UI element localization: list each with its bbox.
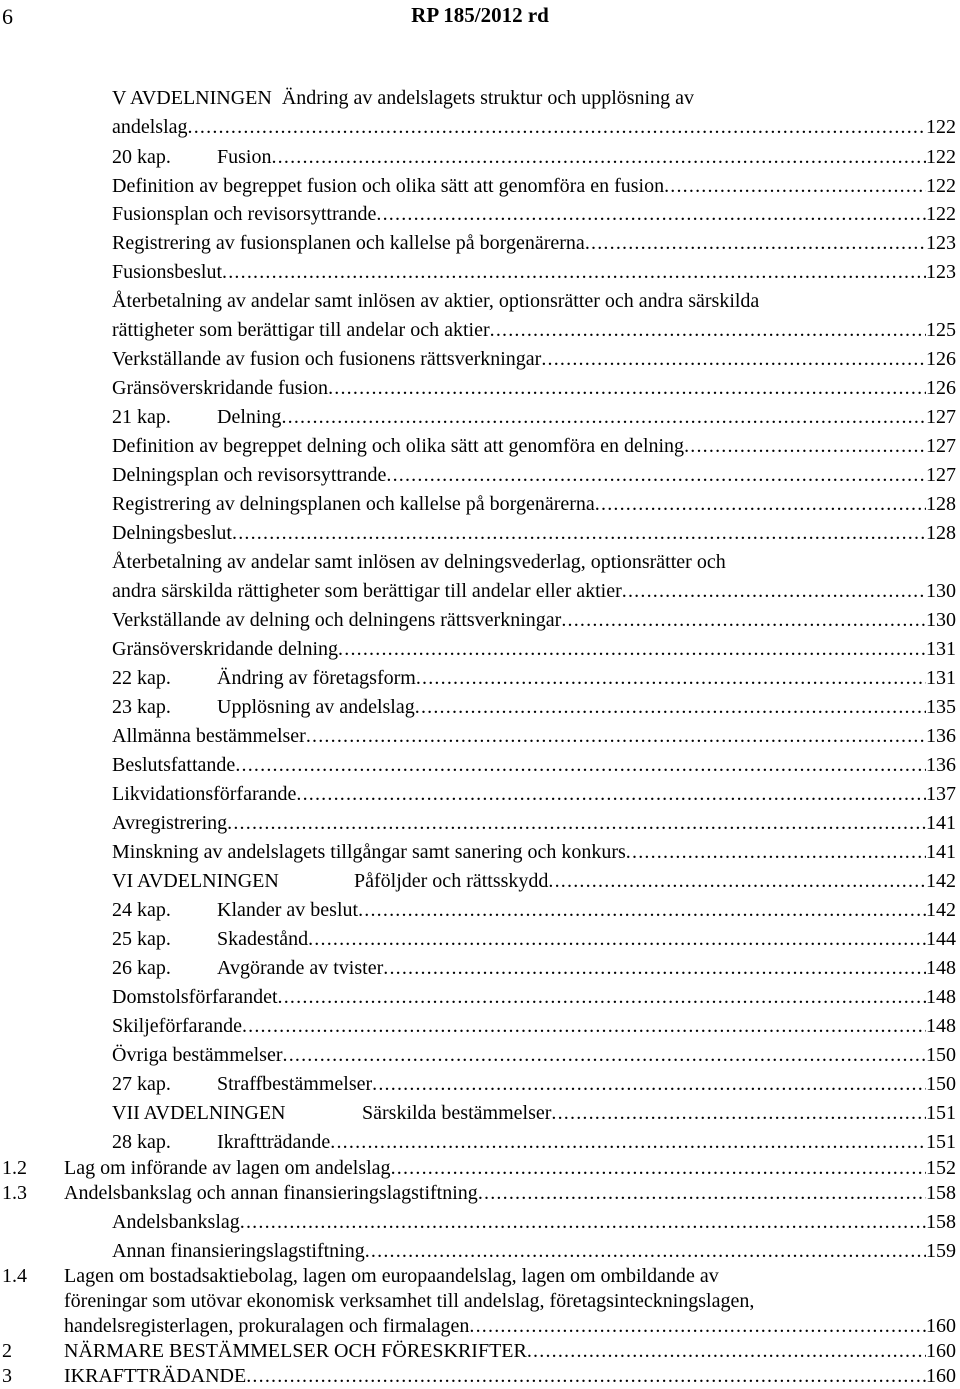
dot-leader [338, 635, 926, 664]
page-reference: 122 [926, 175, 956, 197]
toc-entry-title [112, 664, 416, 693]
page-reference: 148 [926, 1015, 956, 1037]
toc-line-text: Delningsbeslut [112, 522, 232, 544]
chapter-label: 21 kap. [112, 406, 171, 428]
dot-leader [283, 1041, 927, 1070]
toc-line-text: Återbetalning av andelar samt inlösen av aktier, optionsrätter och andra särskilda [112, 290, 760, 312]
toc-entry-title [112, 1208, 240, 1237]
page-reference: 136 [926, 725, 956, 747]
dot-leader [308, 925, 926, 954]
page-reference: 142 [926, 899, 956, 921]
toc-entry-title [112, 577, 622, 606]
toc-line-text: Beslutsfattande [112, 754, 236, 776]
section-number: 1.4 [2, 1265, 27, 1287]
chapter-title: Ikraftträdande [217, 1131, 331, 1153]
toc-entry-title [112, 751, 235, 780]
dot-leader [383, 954, 926, 983]
chapter-title: Avgörande av tvister [217, 957, 384, 979]
dot-leader [227, 809, 926, 838]
toc-entry-title [112, 1041, 283, 1070]
dot-leader [386, 461, 926, 490]
chapter-title: Fusion [217, 146, 272, 168]
page-reference: 130 [926, 580, 956, 602]
toc-entry-title [112, 1012, 242, 1041]
dot-leader [626, 838, 926, 867]
dot-leader [548, 867, 926, 896]
dot-leader [358, 896, 926, 925]
toc-line-text: Verkställande av delning och delningens rättsverkningar [112, 609, 562, 631]
toc-entry-title [64, 1339, 527, 1364]
toc-line-text: Lagen om bostadsaktiebolag, lagen om europaandelslag, lagen om ombildande av [64, 1265, 719, 1287]
toc-entry-title [112, 490, 595, 519]
toc-entry-title [112, 87, 694, 109]
dot-leader [330, 1128, 926, 1157]
chapter-title: Straffbestämmelser [217, 1073, 373, 1095]
toc-entry-title [112, 635, 338, 664]
dot-leader [664, 172, 926, 201]
toc-entry-title [112, 809, 227, 838]
toc-line-text: andra särskilda rättigheter som berättigar till andelar eller aktier [112, 580, 622, 602]
dot-leader [541, 345, 926, 374]
toc-entry-title [112, 316, 490, 345]
toc-entry-title [112, 200, 376, 229]
toc-line-text: Gränsöverskridande delning [112, 638, 339, 660]
toc-entry-title [112, 172, 664, 201]
toc-entry-title [64, 1156, 391, 1181]
dot-leader [271, 143, 926, 172]
dot-leader [222, 258, 926, 287]
toc-entry-title [112, 983, 278, 1012]
section-number: 3 [2, 1365, 12, 1387]
page-reference: 158 [926, 1211, 956, 1233]
page-reference: 127 [926, 406, 956, 428]
page-reference: 158 [926, 1182, 956, 1204]
toc-line-text: Verkställande av fusion och fusionens rättsverkningar [112, 348, 542, 370]
toc-line-text: andelslag [112, 116, 188, 138]
dot-leader [365, 1237, 926, 1266]
dot-leader [415, 693, 926, 722]
toc-line-text: handelsregisterlagen, prokuralagen och firmalagen [64, 1315, 470, 1337]
toc-line-text: Allmänna bestämmelser [112, 725, 306, 747]
chapter-title: Upplösning av andelslag [217, 696, 415, 718]
toc-entry-title [64, 1364, 246, 1389]
toc-line-text: Andelsbankslag [112, 1211, 240, 1233]
page-reference: 152 [926, 1157, 956, 1179]
chapter-title: Klander av beslut [217, 899, 359, 921]
section-number: 2 [2, 1340, 12, 1362]
page-reference: 131 [926, 638, 956, 660]
chapter-title: Delning [217, 406, 282, 428]
page-reference: 160 [926, 1340, 956, 1362]
toc-entry-title [112, 229, 585, 258]
toc-line-text: Registrering av fusionsplanen och kallelse på borgenärerna [112, 232, 585, 254]
section-number: 1.3 [2, 1182, 27, 1204]
page-reference: 123 [926, 261, 956, 283]
toc-line-text: Skiljeförfarande [112, 1015, 242, 1037]
toc-entry-title [112, 519, 232, 548]
dot-leader [416, 664, 926, 693]
toc-line-text: Definition av begreppet fusion och olika sätt att genomföra en fusion [112, 175, 665, 197]
page-reference: 142 [926, 870, 956, 892]
dot-leader [595, 490, 926, 519]
part-label: VII AVDELNINGEN [112, 1102, 286, 1124]
chapter-label: 27 kap. [112, 1073, 171, 1095]
page-reference: 130 [926, 609, 956, 631]
page-reference: 144 [926, 928, 956, 950]
toc-entry-title [64, 1181, 478, 1206]
toc-line-text: Likvidationsförfarande [112, 783, 297, 805]
chapter-label: 28 kap. [112, 1131, 171, 1153]
toc-entry-title [112, 954, 383, 983]
page-reference: 131 [926, 667, 956, 689]
page-reference: 136 [926, 754, 956, 776]
chapter-label: 20 kap. [112, 146, 171, 168]
page-reference: 141 [926, 841, 956, 863]
page-reference: 125 [926, 319, 956, 341]
toc-entry-title [112, 290, 759, 312]
toc-entry-title [112, 551, 726, 573]
toc-line-text: V AVDELNINGEN Ändring av andelslagets struktur och upplösning av [112, 87, 694, 109]
toc-line-text: Delningsplan och revisorsyttrande [112, 464, 387, 486]
dot-leader [235, 751, 926, 780]
toc-entry-title [112, 403, 281, 432]
page-reference: 123 [926, 232, 956, 254]
part-title: Påföljder och rättsskydd [354, 870, 549, 892]
page-reference: 151 [926, 1131, 956, 1153]
chapter-label: 24 kap. [112, 899, 171, 921]
page-reference: 151 [926, 1102, 956, 1124]
page-reference: 127 [926, 464, 956, 486]
dot-leader [328, 374, 926, 403]
toc-line-text: Domstolsförfarandet [112, 986, 278, 1008]
chapter-title: Skadestånd [217, 928, 309, 950]
page-reference: 150 [926, 1073, 956, 1095]
toc-entry-title [112, 374, 328, 403]
page-reference: 141 [926, 812, 956, 834]
toc-entry-title [112, 113, 188, 142]
toc-entry-title [112, 867, 548, 896]
dot-leader [232, 519, 926, 548]
dot-leader [372, 1070, 926, 1099]
toc-entry-title [112, 1099, 551, 1128]
section-number: 1.2 [2, 1157, 27, 1179]
page-reference: 148 [926, 957, 956, 979]
dot-leader [240, 1208, 926, 1237]
dot-leader [306, 722, 926, 751]
toc-line-text: IKRAFTTRÄDANDE [64, 1365, 247, 1387]
page-reference: 150 [926, 1044, 956, 1066]
page-reference: 128 [926, 493, 956, 515]
toc-entry-title [112, 606, 561, 635]
page-reference: 126 [926, 377, 956, 399]
toc-line-text: Avregistrering [112, 812, 228, 834]
toc-line-text: Återbetalning av andelar samt inlösen av delningsvederlag, optionsrätter och [112, 551, 726, 573]
toc-entry-title [112, 780, 296, 809]
toc-entry-title [112, 345, 541, 374]
page-reference: 122 [926, 146, 956, 168]
page-reference: 159 [926, 1240, 956, 1262]
page-reference: 135 [926, 696, 956, 718]
dot-leader [242, 1012, 926, 1041]
dot-leader [585, 229, 926, 258]
dot-leader [278, 983, 926, 1012]
part-label: VI AVDELNINGEN [112, 870, 279, 892]
page-reference: 127 [926, 435, 956, 457]
toc-entry-title [112, 143, 271, 172]
dot-leader [622, 577, 926, 606]
dot-leader [527, 1339, 926, 1364]
dot-leader [391, 1156, 926, 1181]
toc-entry-title [64, 1290, 754, 1312]
toc-line-text: Annan finansieringslagstiftning [112, 1240, 365, 1262]
toc-entry-title [112, 693, 415, 722]
toc-entry-title [112, 722, 306, 751]
page-reference: 160 [926, 1315, 956, 1337]
dot-leader [246, 1364, 926, 1389]
chapter-label: 26 kap. [112, 957, 171, 979]
toc-entry-title [64, 1314, 469, 1339]
part-title: Särskilda bestämmelser [362, 1102, 552, 1124]
toc-line-text: föreningar som utövar ekonomisk verksamhet till andelslag, företagsinteckningslagen, [64, 1290, 755, 1312]
dot-leader [478, 1181, 926, 1206]
toc-entry-title [112, 838, 626, 867]
toc-line-text: Minskning av andelslagets tillgångar samt sanering och konkurs [112, 841, 626, 863]
toc-line-text: Definition av begreppet delning och olika sätt att genomföra en delning [112, 435, 685, 457]
page-reference: 126 [926, 348, 956, 370]
page-reference: 122 [926, 116, 956, 138]
dot-leader [684, 432, 926, 461]
chapter-label: 22 kap. [112, 667, 171, 689]
chapter-label: 25 kap. [112, 928, 171, 950]
page-reference: 128 [926, 522, 956, 544]
toc-entry-title [64, 1265, 719, 1287]
dot-leader [188, 113, 926, 142]
dot-leader [469, 1314, 926, 1339]
dot-leader [561, 606, 926, 635]
page-reference: 122 [926, 203, 956, 225]
toc-entry-title [112, 432, 684, 461]
toc-entry-title [112, 258, 222, 287]
toc-line-text: Lag om införande av lagen om andelslag [64, 1157, 391, 1179]
chapter-label: 23 kap. [112, 696, 171, 718]
toc-entry-title [112, 925, 308, 954]
toc-entry-title [112, 1128, 330, 1157]
toc-line-text: Gränsöverskridande fusion [112, 377, 329, 399]
toc-line-text: rättigheter som berättigar till andelar och aktier [112, 319, 490, 341]
toc-entry-title [112, 1237, 365, 1266]
page-number: 6 [2, 4, 13, 29]
toc-line-text: Andelsbankslag och annan finansieringslagstiftning [64, 1182, 478, 1204]
toc-line-text: Registrering av delningsplanen och kallelse på borgenärerna [112, 493, 595, 515]
dot-leader [376, 200, 926, 229]
page-reference: 148 [926, 986, 956, 1008]
dot-leader [296, 780, 926, 809]
chapter-title: Ändring av företagsform [217, 667, 416, 689]
toc-entry-title [112, 461, 386, 490]
toc-entry-title [112, 1070, 372, 1099]
page-reference: 160 [926, 1365, 956, 1387]
toc-line-text: Övriga bestämmelser [112, 1044, 283, 1066]
document-reference: RP 185/2012 rd [411, 3, 549, 27]
toc-line-text: Fusionsbeslut [112, 261, 223, 283]
dot-leader [281, 403, 926, 432]
dot-leader [490, 316, 926, 345]
toc-entry-title [112, 896, 358, 925]
page-reference: 137 [926, 783, 956, 805]
dot-leader [551, 1099, 926, 1128]
toc-line-text: NÄRMARE BESTÄMMELSER OCH FÖRESKRIFTER [64, 1340, 527, 1362]
toc-line-text: Fusionsplan och revisorsyttrande [112, 203, 377, 225]
